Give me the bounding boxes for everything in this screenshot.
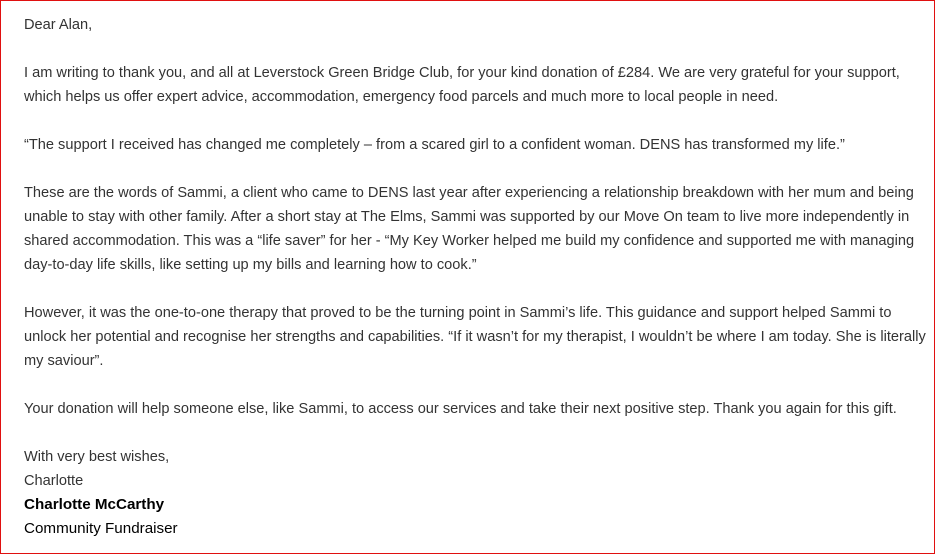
letter-body: [24, 13, 929, 541]
paragraph-gap: [24, 37, 929, 61]
signoff-first-name: Charlotte: [24, 473, 84, 489]
paragraph-therapy: However, it was the one-to-one therapy that proved to be the turning point in Sammi’s life. This guidance and support helped Sammi to unlock her potential and recognise her strengths and capabilities. “If it wasn’t for my therapist, I wouldn’t be where I am today. She is literally my saviour”.: [24, 305, 926, 369]
paragraph-closing-thanks: Your donation will help someone else, like Sammi, to access our services and take their next positive step. Thank you again for this gift.: [24, 401, 897, 417]
paragraph-gap: [24, 109, 929, 133]
paragraph-gap: [24, 421, 929, 445]
paragraph-gap: [24, 373, 929, 397]
closing: With very best wishes,: [24, 449, 170, 465]
paragraph-thanks: I am writing to thank you, and all at Leverstock Green Bridge Club, for your kind donation of £284. We are very grateful for your support, which helps us offer expert advice, accommodation, emergency food parcels and much more to local people in need.: [24, 65, 900, 105]
paragraph-story: These are the words of Sammi, a client who came to DENS last year after experiencing a relationship breakdown with her mum and being unable to stay with other family. After a short stay at The Elms, Sammi was supported by our Move On team to live more independently in shared accommodation. This was a “life saver” for her - “My Key Worker helped me build my confidence and supported me with managing day-to-day life skills, like setting up my bills and learning how to cook.”: [24, 185, 915, 273]
paragraph-quote: “The support I received has changed me completely – from a scared girl to a confident woman. DENS has transformed my life.”: [24, 137, 845, 153]
paragraph-gap: [24, 277, 929, 301]
signature-title: Community Fundraiser: [24, 520, 178, 537]
signature-name: Charlotte McCarthy: [24, 496, 165, 513]
salutation: Dear Alan,: [24, 17, 93, 33]
paragraph-gap: [24, 157, 929, 181]
